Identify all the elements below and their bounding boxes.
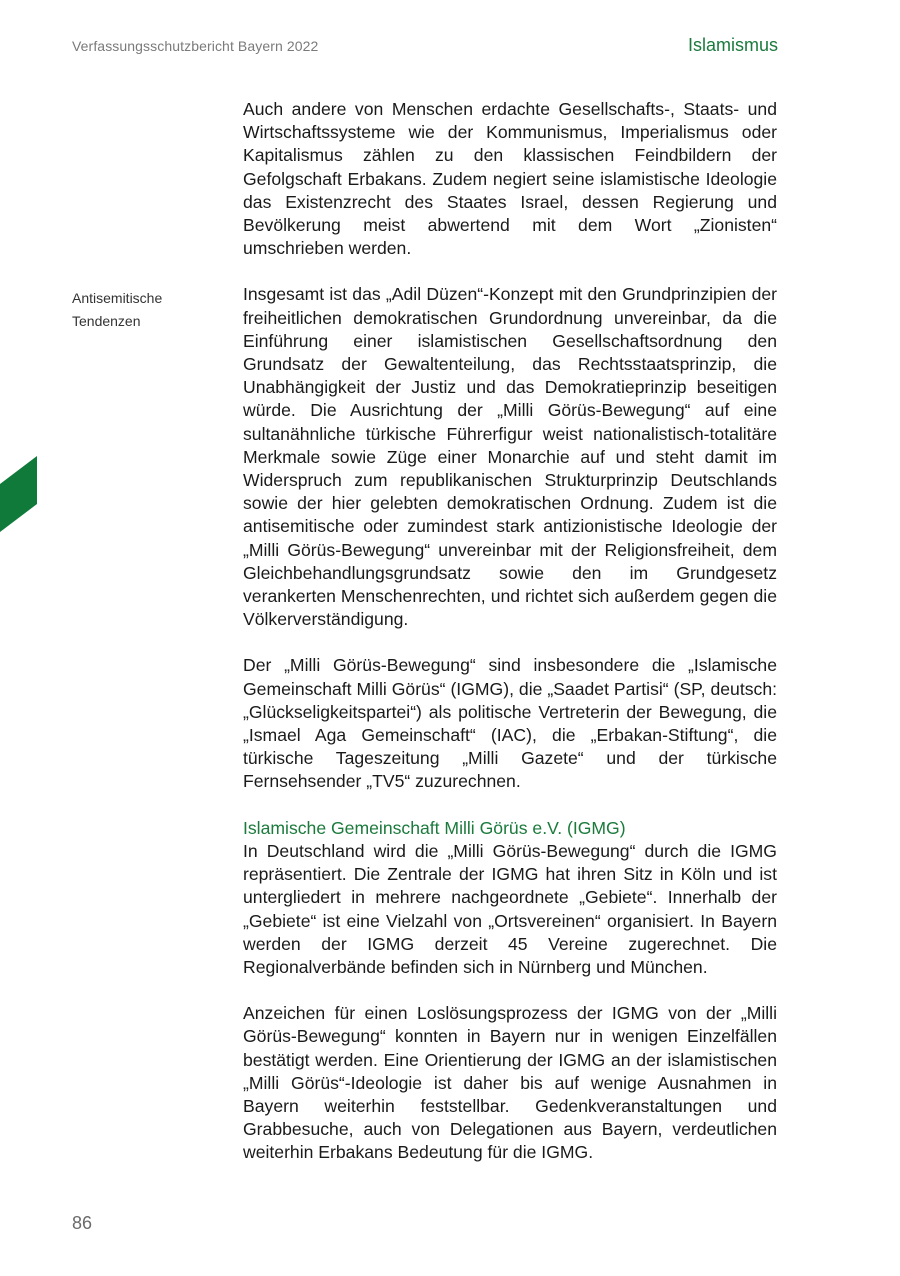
section-title: Islamismus (687, 35, 778, 55)
paragraph: Auch andere von Menschen erdachte Gesellschafts-, Staats- und Wirtschaftssysteme wie der Kommunismus, Imperialismus oder Kapitalismus zählen zu den klassischen Feindbildern der Gefolgschaft Erbakans. Zudem negiert seine islamistische Ideologie das Existenzrecht des Staates Israel, dessen Regierung und Bevölkerung meist abwertend mit dem Wort „Zionisten“ umschrieben werden. (243, 99, 777, 259)
chapter-tab-marker (0, 456, 37, 532)
margin-note-line: Antisemitische (72, 290, 163, 306)
margin-note (72, 287, 212, 333)
page-number: 86 (72, 1213, 93, 1233)
margin-note-line: Tendenzen (72, 313, 141, 329)
paragraph: Anzeichen für einen Loslösungsprozess der IGMG von der „Milli Görüs-Bewegung“ konnten in Bayern nur in wenigen Einzelfällen bestätigt werden. Eine Orientierung der IGMG an der islamistischen „Milli Görüs“-Ideologie ist daher bis auf wenige Ausnahmen in Bayern weiterhin feststellbar. Gedenkveranstaltungen und Grabbesuche, auch von Delegationen aus Bayern, verdeutlichen weiterhin Erbakans Bedeutung für die IGMG. (243, 1003, 777, 1163)
paragraph: Der „Milli Görüs-Bewegung“ sind insbesondere die „Islamische Gemeinschaft Milli Görüs“ (IGMG), die „Saadet Partisi“ (SP, deutsch: „Glückseligkeitspartei“) als politische Vertreterin der Bewegung, die „Ismael Aga Gemeinschaft“ (IAC), die „Erbakan-Stiftung“, die türkische Tageszeitung „Milli Gazete“ und der türkische Fernsehsender „TV5“ zuzurechnen. (243, 655, 777, 792)
main-text (243, 98, 777, 1165)
paragraph: In Deutschland wird die „Milli Görüs-Bewegung“ durch die IGMG repräsentiert. Die Zentrale der IGMG hat ihren Sitz in Köln und ist untergliedert in mehrere nachgeordnete „Gebiete“. Innerhalb der „Gebiete“ ist eine Vielzahl von „Ortsvereinen“ organisiert. In Bayern werden der IGMG derzeit 45 Vereine zugerechnet. Die Regionalverbände befinden sich in Nürnberg und München. (243, 840, 777, 977)
publication-title: Verfassungsschutzbericht Bayern 2022 (72, 38, 319, 54)
section-heading: Islamische Gemeinschaft Milli Görüs e.V. (IGMG) (243, 817, 626, 838)
paragraph: Insgesamt ist das „Adil Düzen“-Konzept mit den Grundprinzipien der freiheitlichen demokratischen Grundordnung unvereinbar, da die Einführung einer islamistischen Gesellschaftsordnung den Grundsatz der Gewaltenteilung, das Rechtsstaatsprinzip, die Unabhängigkeit der Justiz und das Demokratieprinzip beseitigen würde. Die Ausrichtung der „Milli Görüs-Bewegung“ auf eine sultanähnliche türkische Führerfigur weist nationalistisch-totalitäre Merkmale sowie Züge einer Monarchie auf und steht damit im Widerspruch zum republikanischen Strukturprinzip Deutschlands sowie der hier gelebten demokratischen Ordnung. Zudem ist die antisemitische oder zumindest stark antizionistische Ideologie der „Milli Görüs-Bewegung“ unvereinbar mit der Religionsfreiheit, dem Gleichbehandlungsgrundsatz sowie den im Grundgesetz verankerten Menschenrechten, und richtet sich außerdem gegen die Völkerverständigung. (243, 284, 777, 630)
